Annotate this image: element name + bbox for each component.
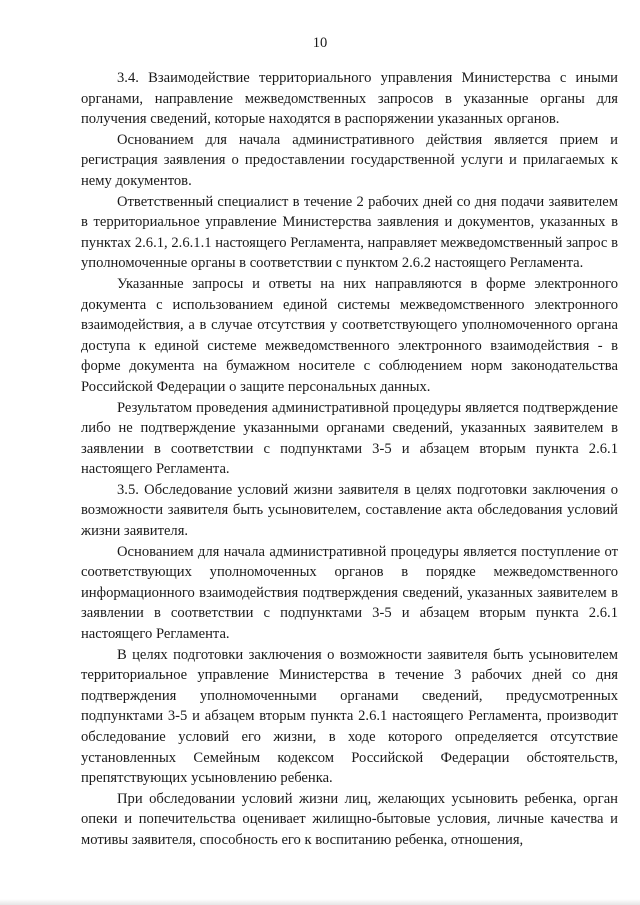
page-number: 10	[312, 35, 328, 51]
paragraph-requests-format: Указанные запросы и ответы на них направляются в форме электронного документа с использованием единой системы межведомственного электронного взаимодействия, а в случае отсутствия у соответствующего уполномоченного органа доступа к единой системе межведомственного электронного взаимодействия - в форме документа на бумажном носителе с соблюдением норм законодательства Российской Федерации о защите персональных данных.	[81, 275, 618, 395]
page-bottom-edge	[0, 899, 640, 905]
paragraph-assessment: При обследовании условий жизни лиц, желающих усыновить ребенка, орган опеки и попечительства оценивает жилищно-бытовые условия, личные качества и мотивы заявителя, способность его к воспитанию ребенка, отношения,	[81, 790, 618, 848]
paragraph-procedure-result: Результатом проведения административной процедуры является подтверждение либо не подтверждение указанными органами сведений, указанных заявителем в заявлении в соответствии с подпунктами 3-5 и абзацем вторым пункта 2.6.1 настоящего Регламента.	[81, 399, 618, 478]
paragraph-3-4-heading: 3.4. Взаимодействие территориального управления Министерства с иными органами, направление межведомственных запросов в указанные органы для получения сведений, которые находятся в распоряжении указанных органов.	[81, 70, 618, 128]
paragraph-basis-procedure: Основанием для начала административной процедуры является поступление от соответствующих уполномоченных органов в порядке межведомственного информационного взаимодействия подтверждения сведений, указанных заявителем в заявлении в соответствии с подпунктами 3-5 и абзацем вторым пункта 2.6.1 настоящего Регламента.	[81, 543, 618, 643]
paragraph-responsible-specialist: Ответственный специалист в течение 2 рабочих дней со дня подачи заявителем в территориальное управление Министерства заявления и документов, указанных в пунктах 2.6.1, 2.6.1.1 настоящего Регламента, направляет межведомственный запрос в уполномоченные органы в соответствии с пунктом 2.6.2 настоящего Регламента.	[81, 193, 618, 272]
paragraph-basis-action: Основанием для начала административного действия является прием и регистрация заявления о предоставлении государственной услуги и прилагаемых к нему документов.	[81, 131, 618, 189]
document-body	[81, 68, 618, 851]
paragraph-inspection: В целях подготовки заключения о возможности заявителя быть усыновителем территориальное управление Министерства в течение 3 рабочих дней со дня подтверждения уполномоченными органами сведений, предусмотренных подпунктами 3-5 и абзацем вторым пункта 2.6.1 настоящего Регламента, производит обследование условий его жизни, в ходе которого определяется отсутствие установленных Семейным кодексом Российской Федерации обстоятельств, препятствующих усыновлению ребенка.	[81, 646, 618, 787]
paragraph-3-5-heading: 3.5. Обследование условий жизни заявителя в целях подготовки заключения о возможности заявителя быть усыновителем, составление акта обследования условий жизни заявителя.	[81, 481, 618, 540]
